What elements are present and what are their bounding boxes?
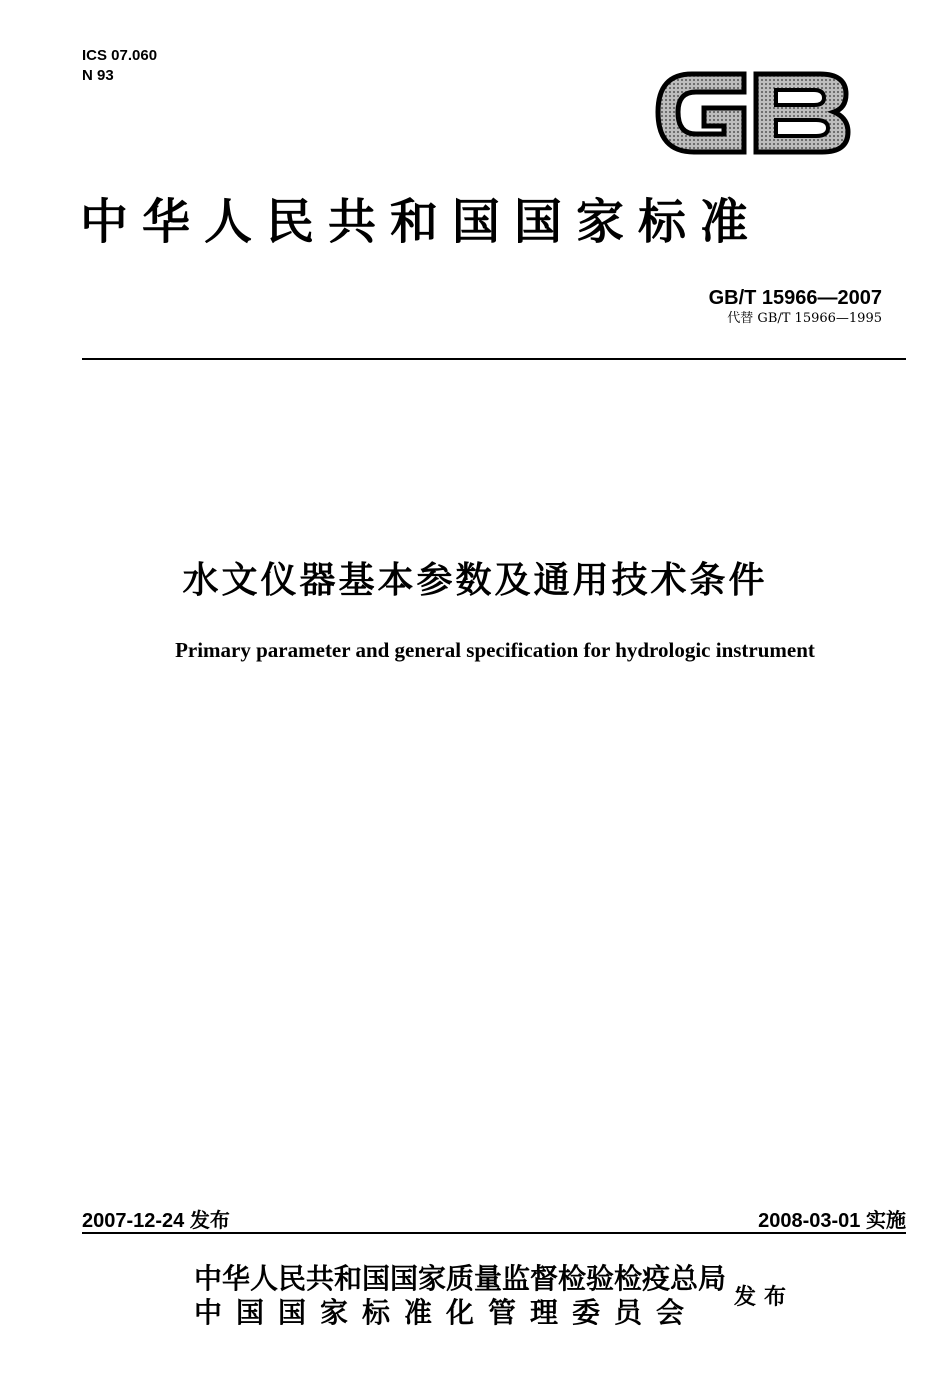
publish-label: 发布 [734, 1284, 795, 1310]
gb-logo [652, 62, 852, 162]
replaces-standard: 代替 GB/T 15966—1995 [727, 311, 882, 326]
ccs-code: N 93 [82, 67, 114, 84]
issue-date: 2007-12-24 发布 [82, 1210, 230, 1232]
gb-logo-icon [652, 62, 852, 162]
issuing-authorities [194, 1262, 726, 1330]
standard-number-block [709, 286, 882, 328]
classification-codes [82, 46, 157, 86]
standard-number: GB/T 15966—2007 [708, 287, 882, 309]
ics-code: ICS 07.060 [82, 47, 158, 64]
title-english: Primary parameter and general specification for hydrologic instrument [175, 638, 815, 662]
top-divider [82, 358, 906, 360]
title-chinese: 水文仪器基本参数及通用技术条件 [182, 560, 768, 601]
issuer-aqsiq: 中华人民共和国国家质量监督检验检疫总局 [194, 1262, 727, 1295]
implementation-date: 2008-03-01 实施 [758, 1210, 906, 1232]
issuer-sac: 中国国家标准化管理委员会 [194, 1296, 699, 1329]
bottom-divider [82, 1232, 906, 1234]
national-standard-heading: 中华人民共和国国家标准 [80, 194, 763, 250]
